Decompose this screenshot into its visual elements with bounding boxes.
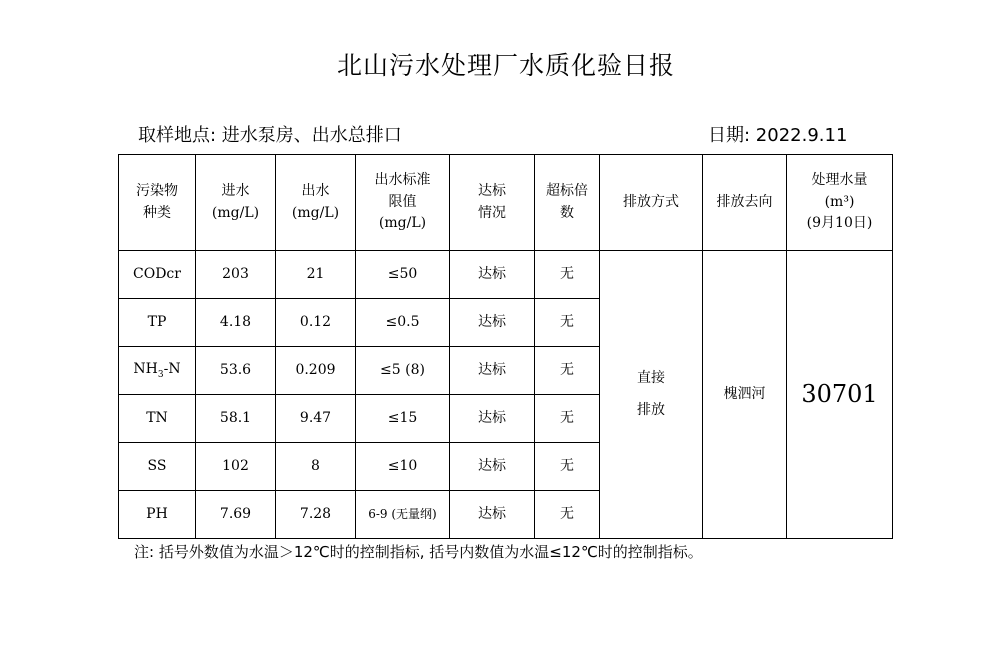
- exceed-cell: 无: [535, 491, 600, 539]
- outflow-cell: 21: [276, 251, 356, 299]
- exceed-cell: 无: [535, 395, 600, 443]
- header-pollutant: 污染物 种类: [119, 155, 196, 251]
- discharge-method-cell: 直接 排放: [600, 251, 703, 539]
- exceed-cell: 无: [535, 251, 600, 299]
- pollutant-cell: $NH_3-N$: [119, 347, 196, 395]
- outflow-cell: 0.209: [276, 347, 356, 395]
- header-exceed-ratio: 超标倍 数: [535, 155, 600, 251]
- limit-cell: ≤15: [356, 395, 450, 443]
- discharge-dest-cell: 槐泗河: [703, 251, 787, 539]
- inflow-cell: 53.6: [196, 347, 276, 395]
- table-row: [119, 251, 893, 299]
- volume-cell: 30701: [787, 251, 893, 539]
- header-volume: 处理水量 (m³) (9月10日): [787, 155, 893, 251]
- inflow-cell: 7.69: [196, 491, 276, 539]
- limit-cell: ≤0.5: [356, 299, 450, 347]
- limit-cell: ≤10: [356, 443, 450, 491]
- header-inflow: 进水 (mg/L): [196, 155, 276, 251]
- pollutant-cell: TP: [119, 299, 196, 347]
- limit-cell: ≤50: [356, 251, 450, 299]
- status-cell: 达标: [450, 299, 535, 347]
- footnote: 注: 括号外数值为水温＞12℃时的控制指标, 括号内数值为水温≤12℃时的控制指标。: [134, 543, 703, 561]
- status-cell: 达标: [450, 347, 535, 395]
- outflow-cell: 7.28: [276, 491, 356, 539]
- inflow-cell: 102: [196, 443, 276, 491]
- table-header-row: [119, 155, 893, 251]
- limit-cell: ≤5 (8): [356, 347, 450, 395]
- pollutant-cell: PH: [119, 491, 196, 539]
- report-title: 北山污水处理厂水质化验日报: [336, 51, 675, 80]
- sampling-location: 取样地点: 进水泵房、出水总排口: [138, 125, 402, 146]
- status-cell: 达标: [450, 251, 535, 299]
- status-cell: 达标: [450, 395, 535, 443]
- outflow-cell: 0.12: [276, 299, 356, 347]
- header-limit: 出水标准 限值 (mg/L): [356, 155, 450, 251]
- status-cell: 达标: [450, 443, 535, 491]
- header-compliance: 达标 情况: [450, 155, 535, 251]
- header-discharge-dest: 排放去向: [703, 155, 787, 251]
- exceed-cell: 无: [535, 443, 600, 491]
- pollutant-cell: CODcr: [119, 251, 196, 299]
- pollutant-cell: TN: [119, 395, 196, 443]
- report-date: 日期: 2022.9.11: [708, 125, 848, 146]
- exceed-cell: 无: [535, 347, 600, 395]
- outflow-cell: 8: [276, 443, 356, 491]
- limit-cell: 6-9 (无量纲): [356, 491, 450, 539]
- inflow-cell: 203: [196, 251, 276, 299]
- header-outflow: 出水 (mg/L): [276, 155, 356, 251]
- outflow-cell: 9.47: [276, 395, 356, 443]
- inflow-cell: 4.18: [196, 299, 276, 347]
- header-discharge-method: 排放方式: [600, 155, 703, 251]
- exceed-cell: 无: [535, 299, 600, 347]
- inflow-cell: 58.1: [196, 395, 276, 443]
- pollutant-cell: SS: [119, 443, 196, 491]
- status-cell: 达标: [450, 491, 535, 539]
- water-quality-table: [118, 154, 893, 539]
